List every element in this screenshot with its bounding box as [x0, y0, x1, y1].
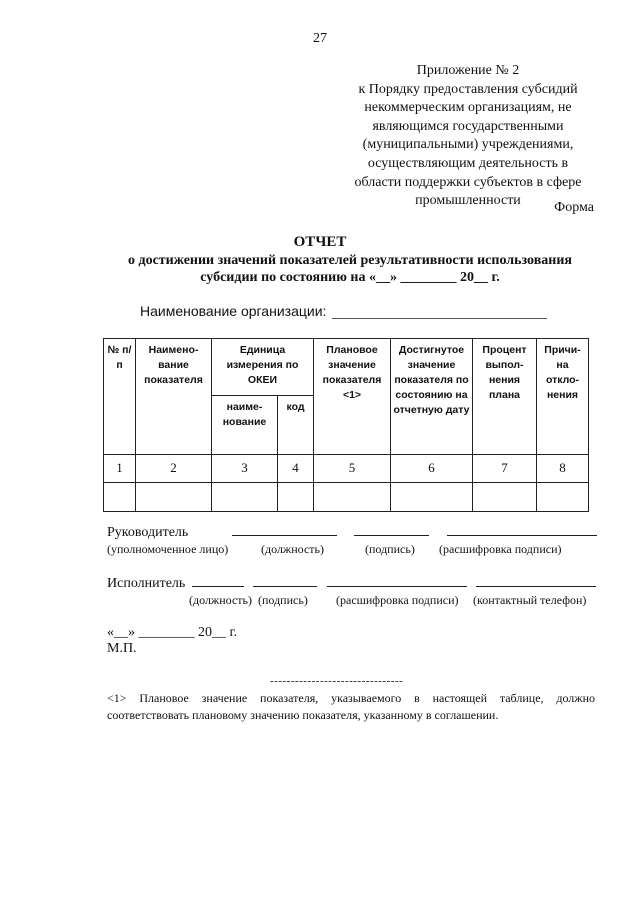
column-number-row	[104, 455, 589, 483]
form-label: Форма	[554, 200, 594, 215]
caption-phone: (контактный телефон)	[473, 593, 587, 607]
table-row	[104, 483, 589, 512]
appendix-line: Приложение № 2	[416, 63, 520, 78]
date-line: «__» ________ 20__ г.	[107, 625, 238, 640]
executor-position-line[interactable]	[192, 574, 244, 587]
executor-phone-line[interactable]	[476, 574, 596, 587]
report-table	[103, 338, 589, 512]
appendix-line: области поддержки субъектов в сфере	[354, 174, 582, 190]
empty-cell[interactable]	[136, 483, 212, 512]
head-position-line[interactable]	[232, 523, 337, 536]
header-num: № п/п	[104, 339, 136, 455]
caption-signature: (подпись)	[258, 593, 308, 607]
empty-cell[interactable]	[212, 483, 278, 512]
empty-cell[interactable]	[473, 483, 537, 512]
header-indicator: Наимено-вание показателя	[136, 339, 212, 455]
appendix-line: промышленности	[415, 193, 521, 209]
caption-position: (должность)	[189, 593, 252, 607]
header-unit: Единица измерения по ОКЕИ	[212, 339, 314, 396]
column-number: 8	[537, 455, 589, 483]
header-unit-code: код	[278, 396, 314, 455]
subtitle-line: субсидии по состоянию на «__» ________ 20__ г.	[200, 270, 500, 285]
footnote-separator: --------------------------------	[270, 675, 404, 687]
organization-name-field[interactable]	[332, 304, 547, 319]
head-label: Руководитель	[107, 525, 189, 540]
column-number: 7	[473, 455, 537, 483]
appendix-line: (муниципальными) учреждениями,	[362, 137, 574, 153]
report-title: ОТЧЕТ	[293, 234, 347, 250]
head-signature-row	[107, 523, 597, 541]
column-number: 1	[104, 455, 136, 483]
executor-decoding-line[interactable]	[327, 574, 467, 587]
appendix-line: осуществляющим деятельность в	[367, 155, 569, 171]
stamp-label: М.П.	[107, 641, 137, 656]
column-number: 4	[278, 455, 314, 483]
header-reason: Причи-на откло-нения	[537, 339, 589, 455]
footnote-text: <1> Плановое значение показателя, указываемого в настоящей таблице, должно соответствовать плановому значению показателя, указанному в соглашении.	[107, 691, 595, 722]
header-planned: Плановое значение показателя <1>	[314, 339, 391, 455]
caption-position: (должность)	[261, 542, 324, 556]
empty-cell[interactable]	[278, 483, 314, 512]
header-achieved: Достигнутое значение показателя по состоянию на отчетную дату	[391, 339, 473, 455]
head-signature-line[interactable]	[354, 523, 429, 536]
head-decoding-line[interactable]	[447, 523, 597, 536]
appendix-line: являющимся государственными	[372, 118, 564, 134]
executor-signature-row	[107, 574, 596, 592]
empty-cell[interactable]	[314, 483, 391, 512]
caption-decoding: (расшифровка подписи)	[336, 593, 459, 607]
appendix-line: некоммерческим организациям, не	[364, 100, 572, 116]
column-number: 5	[314, 455, 391, 483]
header-percent: Процент выпол-нения плана	[473, 339, 537, 455]
organization-row	[140, 303, 547, 319]
table-header-row	[104, 339, 589, 396]
caption-decoding: (расшифровка подписи)	[439, 542, 562, 556]
column-number: 6	[391, 455, 473, 483]
caption-signature: (подпись)	[365, 542, 415, 556]
executor-signature-line[interactable]	[253, 574, 317, 587]
organization-label: Наименование организации:	[140, 303, 327, 319]
appendix-line: к Порядку предоставления субсидий	[358, 81, 578, 97]
empty-cell[interactable]	[104, 483, 136, 512]
column-number: 2	[136, 455, 212, 483]
column-number: 3	[212, 455, 278, 483]
caption-authorized: (уполномоченное лицо)	[107, 542, 229, 556]
header-unit-name: наиме-нование	[212, 396, 278, 455]
report-subtitle	[100, 252, 600, 286]
page-number: 27	[313, 31, 327, 46]
appendix-block	[340, 62, 596, 211]
subtitle-line: о достижении значений показателей результативности использования	[128, 253, 572, 268]
empty-cell[interactable]	[537, 483, 589, 512]
executor-label: Исполнитель	[107, 576, 186, 591]
empty-cell[interactable]	[391, 483, 473, 512]
